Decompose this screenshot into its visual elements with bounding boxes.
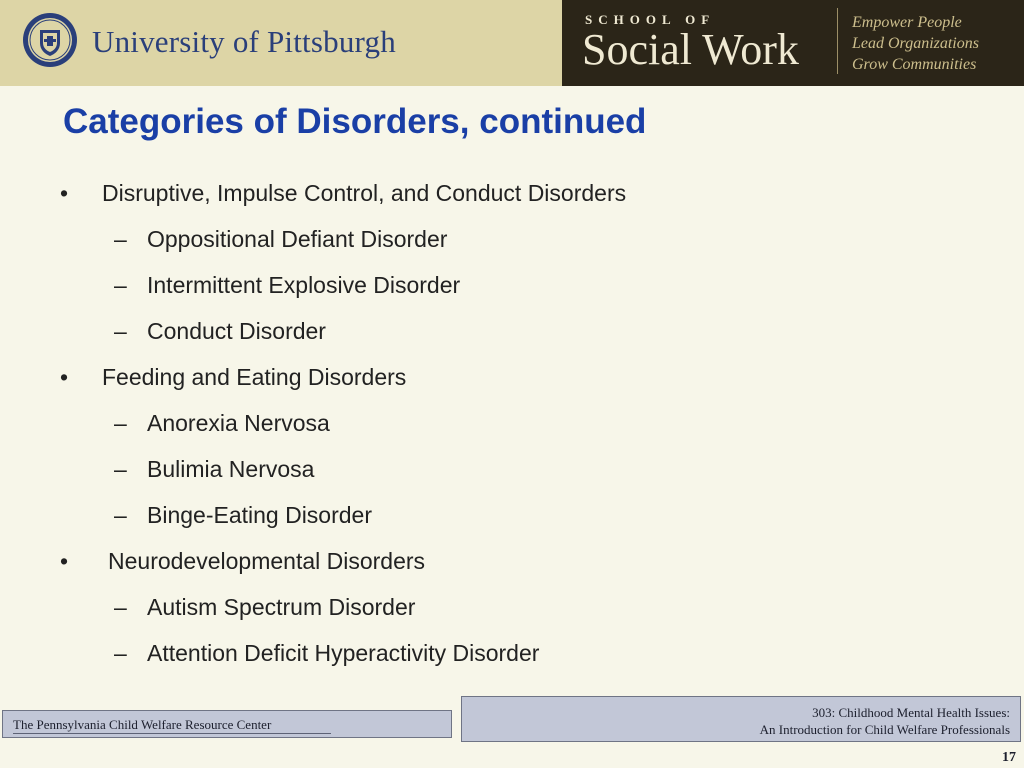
list-item-text: Bulimia Nervosa [147, 456, 315, 482]
list-item-text: Conduct Disorder [147, 318, 326, 344]
bullet-marker: • [60, 548, 69, 574]
course-title-line-1: 303: Childhood Mental Health Issues: [812, 705, 1010, 720]
school-name: Social Work [582, 25, 799, 74]
list-item-text: Neurodevelopmental Disorders [108, 548, 426, 574]
header-divider [837, 8, 838, 74]
tagline-2: Lead Organizations [852, 35, 979, 52]
university-seal-icon [22, 12, 78, 68]
course-title-line-2: An Introduction for Child Welfare Professionals [759, 722, 1010, 737]
footer-underline [13, 733, 331, 734]
school-of-label: SCHOOL OF [585, 12, 716, 27]
dash-marker: – [114, 456, 127, 482]
dash-marker: – [114, 318, 127, 344]
dash-marker: – [114, 502, 127, 528]
slide-header [0, 0, 1024, 86]
list-item-text: Feeding and Eating Disorders [102, 364, 407, 390]
list-item-text: Intermittent Explosive Disorder [147, 272, 461, 298]
bullet-marker: • [60, 180, 69, 206]
list-item-text: Oppositional Defiant Disorder [147, 226, 448, 252]
footer-course-box [461, 696, 1021, 742]
university-banner [0, 0, 562, 86]
list-item-text: Anorexia Nervosa [147, 410, 330, 436]
school-taglines [852, 12, 979, 75]
dash-marker: – [114, 410, 127, 436]
list-item-text: Attention Deficit Hyperactivity Disorder [147, 640, 540, 666]
footer-organization-box [2, 710, 452, 738]
list-item-text: Disruptive, Impulse Control, and Conduct Disorders [102, 180, 627, 206]
bullet-marker: • [60, 364, 69, 390]
university-name: University of Pittsburgh [92, 24, 396, 59]
list-item-text: Binge-Eating Disorder [147, 502, 373, 528]
footer-organization: The Pennsylvania Child Welfare Resource Center [13, 717, 272, 732]
dash-marker: – [114, 594, 127, 620]
page-number: 17 [1002, 750, 1016, 765]
tagline-3: Grow Communities [852, 56, 977, 73]
tagline-1: Empower People [852, 14, 962, 31]
slide-title: Categories of Disorders, continued [63, 102, 647, 141]
dash-marker: – [114, 640, 127, 666]
dash-marker: – [114, 272, 127, 298]
dash-marker: – [114, 226, 127, 252]
footer-course-title [760, 704, 1010, 738]
list-item-text: Autism Spectrum Disorder [147, 594, 416, 620]
